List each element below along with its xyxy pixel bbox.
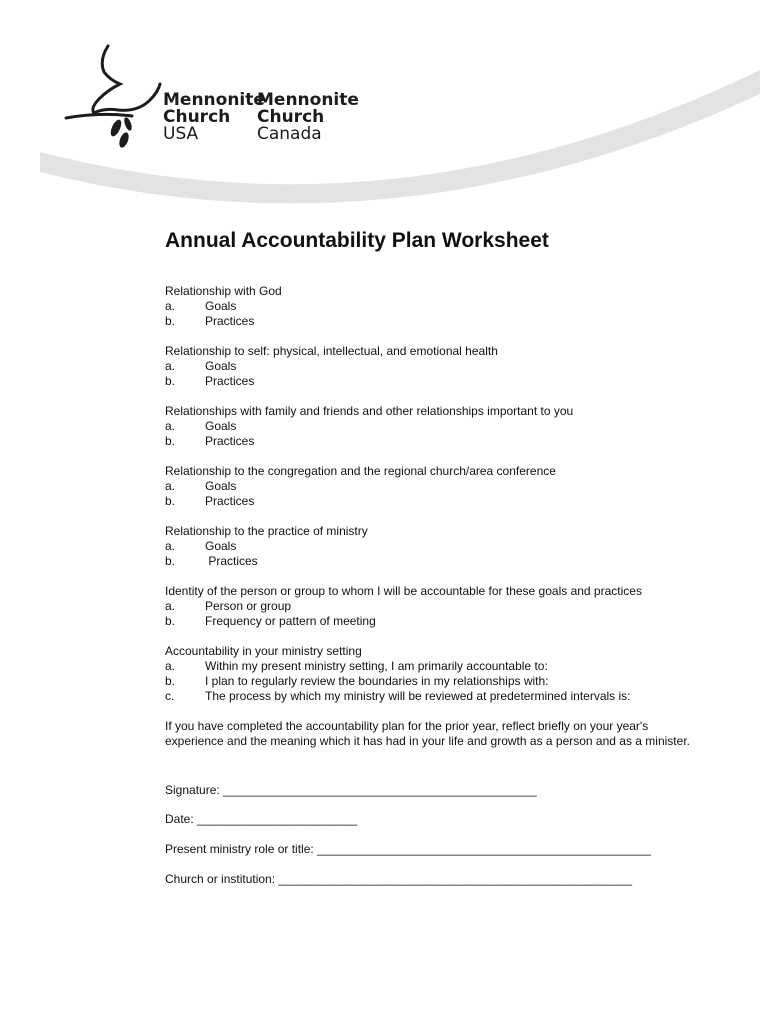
swoosh-band <box>40 70 760 203</box>
item-text: Frequency or pattern of meeting <box>205 614 376 628</box>
worksheet-body <box>165 228 705 902</box>
worksheet-section <box>165 644 705 704</box>
worksheet-section <box>165 284 705 329</box>
section-item <box>165 419 705 434</box>
item-label: b. <box>165 614 176 628</box>
page-title: Annual Accountability Plan Worksheet <box>165 229 549 252</box>
section-item <box>165 659 705 674</box>
item-text: The process by which my ministry will be reviewed at predetermined intervals is: <box>205 689 631 703</box>
branch-line <box>66 114 132 118</box>
reflection-paragraph: If you have completed the accountability plan for the prior year, reflect briefly on your year's experience and the meaning which it has had in your life and growth as a person and as a minister. <box>165 719 690 748</box>
item-label: b. <box>165 554 176 568</box>
worksheet-section <box>165 584 705 629</box>
section-item <box>165 614 705 629</box>
org-name-canada: Mennonite Church Canada <box>257 90 359 144</box>
item-text: I plan to regularly review the boundaries in my relationships with: <box>205 674 549 688</box>
item-label: b. <box>165 434 176 448</box>
worksheet-section <box>165 464 705 509</box>
item-text: Practices <box>205 374 255 388</box>
signature-field[interactable]: Signature: _______________________________________________ <box>165 783 537 797</box>
section-item <box>165 359 705 374</box>
org-name-usa: Mennonite Church USA <box>163 90 265 144</box>
leaf-icon <box>118 131 131 149</box>
section-item <box>165 689 705 704</box>
section-heading: Relationship to the practice of ministry <box>165 524 368 538</box>
church-field[interactable]: Church or institution: _____________________________________________________ <box>165 872 633 886</box>
item-text: Practices <box>205 554 258 568</box>
section-item <box>165 494 705 509</box>
worksheet-section <box>165 344 705 389</box>
item-label: c. <box>165 689 175 703</box>
item-label: a. <box>165 659 176 673</box>
section-heading: Relationships with family and friends and other relationships important to you <box>165 404 574 418</box>
item-text: Goals <box>205 539 237 553</box>
item-label: a. <box>165 539 176 553</box>
item-text: Practices <box>205 314 255 328</box>
worksheet-section <box>165 404 705 449</box>
item-text: Within my present ministry setting, I am primarily accountable to: <box>205 659 548 673</box>
section-item <box>165 374 705 389</box>
item-text: Practices <box>205 434 255 448</box>
item-text: Goals <box>205 359 237 373</box>
worksheet-section <box>165 524 705 569</box>
item-text: Goals <box>205 419 237 433</box>
dove-icon <box>93 46 160 113</box>
section-item <box>165 539 705 554</box>
section-heading: Relationship with God <box>165 284 282 298</box>
section-item <box>165 299 705 314</box>
item-label: b. <box>165 374 176 388</box>
section-heading: Accountability in your ministry setting <box>165 644 362 658</box>
item-text: Practices <box>205 494 255 508</box>
item-text: Goals <box>205 299 237 313</box>
item-label: a. <box>165 599 176 613</box>
sections-list <box>165 284 705 704</box>
section-item <box>165 599 705 614</box>
item-text: Person or group <box>205 599 292 613</box>
item-label: a. <box>165 419 176 433</box>
item-label: a. <box>165 299 176 313</box>
item-label: b. <box>165 314 176 328</box>
section-heading: Relationship to self: physical, intellectual, and emotional health <box>165 344 498 358</box>
letterhead <box>0 0 770 215</box>
section-heading: Relationship to the congregation and the regional church/area conference <box>165 464 556 478</box>
section-item <box>165 314 705 329</box>
ministry-role-field[interactable]: Present ministry role or title: __________________________________________________ <box>165 842 651 856</box>
section-item <box>165 554 705 569</box>
item-label: b. <box>165 494 176 508</box>
item-label: b. <box>165 674 176 688</box>
section-item <box>165 674 705 689</box>
logo-swoosh-art <box>0 0 770 215</box>
section-heading: Identity of the person or group to whom I will be accountable for these goals and practices <box>165 584 642 598</box>
leaf-icon <box>123 116 133 131</box>
leaf-icon <box>109 118 124 138</box>
item-label: a. <box>165 359 176 373</box>
date-field[interactable]: Date: ________________________ <box>165 812 358 826</box>
item-label: a. <box>165 479 176 493</box>
section-item <box>165 434 705 449</box>
item-text: Goals <box>205 479 237 493</box>
section-item <box>165 479 705 494</box>
